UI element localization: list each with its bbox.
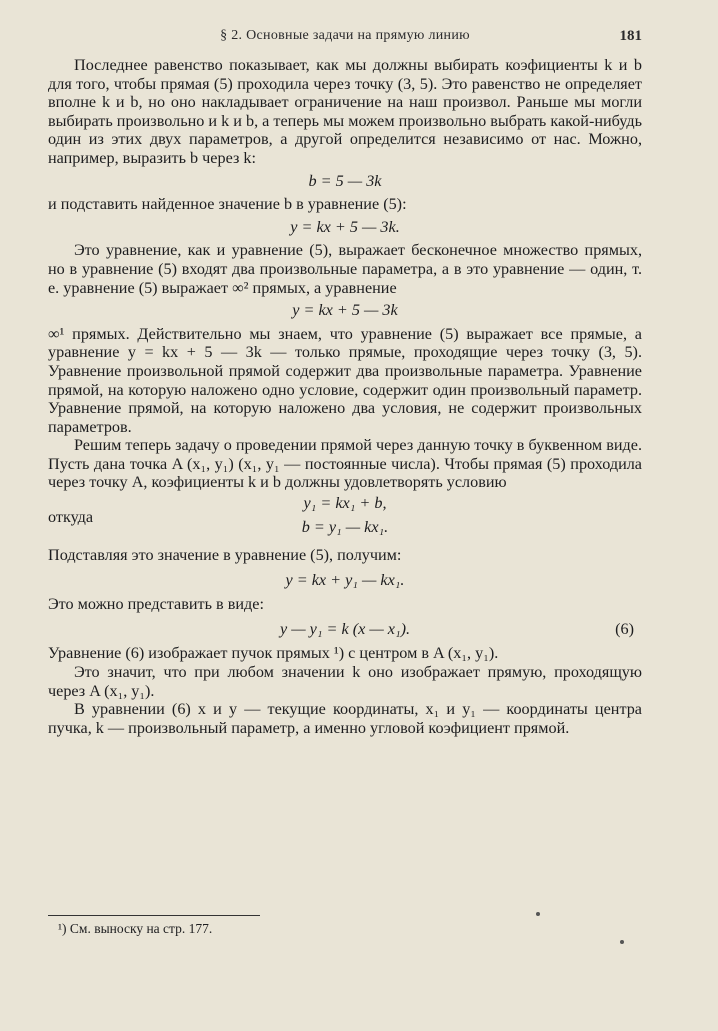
- formula-substituted: [48, 571, 642, 590]
- body-text: [48, 56, 642, 737]
- formula-pencil-text: y — y₁ = k (x — x₁).: [279, 619, 411, 638]
- paragraph-7: Это можно представить в виде:: [48, 595, 264, 614]
- paragraph-2: и подставить найденное значение b в уравнение (5):: [48, 195, 407, 214]
- footnote: ¹) См. выноску на стр. 177.: [58, 921, 213, 936]
- formula-line-through-point: y = kx + 5 — 3k.: [290, 217, 400, 236]
- formula-pair: [48, 494, 642, 538]
- paragraph-5: Решим теперь задачу о проведении прямой через данную точку в буквенном виде. Пусть дана точка A (x₁, y₁) (x₁, y₁ — постоянные числа). Чтобы прямая (5) проходила через точку A, коэфициенты k и b должны удовлетворять условию: [48, 436, 642, 492]
- paragraph-4: ∞¹ прямых. Действительно мы знаем, что уравнение (5) выражает все прямые, а уравнение y = kx + 5 — 3k — только прямые, проходящие через точку (3, 5). Уравнение произвольной прямой содержит два произвольные параметра. Уравнение прямой, на которую наложено одно условие, содержит один произвольный параметр. Уравнение прямой, на которую наложено два условия, не содержит произвольных параметров.: [48, 324, 642, 436]
- paragraph-9: Это значит, что при любом значении k оно изображает прямую, проходящую через A (x₁, y₁).: [48, 663, 642, 700]
- paragraph-10: В уравнении (6) x и y — текущие координаты, x₁ и y₁ — координаты центра пучка, k — произвольный параметр, а именно угловой коэфициент прямой.: [48, 700, 642, 737]
- running-head: [48, 28, 642, 50]
- paragraph-3: Это уравнение, как и уравнение (5), выражает бесконечное множество прямых, но в уравнение (5) входят два произвольные параметра, а в это уравнение — один, т. е. уравнение (5) выражает ∞² прямых, а уравнение: [48, 241, 642, 297]
- formula-condition: y₁ = kx₁ + b,: [303, 494, 387, 513]
- print-speck: [620, 940, 624, 944]
- paragraph-1: Последнее равенство показывает, как мы должны выбирать коэфициенты k и b для того, чтобы прямая (5) проходила через точку (3, 5). Это равенство не определяет вполне k и b, но оно накладывает ограничение на наш произвол. Раньше мы могли выбирать произвольно и k и b, а теперь мы можем произвольно выбрать какой-нибудь один из этих двух параметров, а другой определится независимо от нас. Можно, например, выразить b через k:: [48, 56, 642, 167]
- running-title: § 2. Основные задачи на прямую линию: [220, 28, 470, 43]
- formula-pencil: [48, 620, 642, 639]
- paragraph-6: Подставляя это значение в уравнение (5), получим:: [48, 546, 402, 565]
- equation-label: (6): [615, 619, 634, 638]
- formula-line-repeat: y = kx + 5 — 3k: [292, 301, 398, 320]
- formula-substituted-text: y = kx + y₁ — kx₁.: [285, 570, 405, 589]
- word-otkuda: откуда: [48, 508, 94, 527]
- print-speck: [536, 912, 540, 916]
- formula-b: b = 5 — 3k: [308, 171, 382, 190]
- page-number: 181: [619, 28, 642, 44]
- footnote-rule: [48, 915, 260, 916]
- formula-b-expression: b = y₁ — kx₁.: [301, 518, 389, 537]
- paragraph-8: Уравнение (6) изображает пучок прямых ¹) с центром в A (x₁, y₁).: [48, 644, 499, 663]
